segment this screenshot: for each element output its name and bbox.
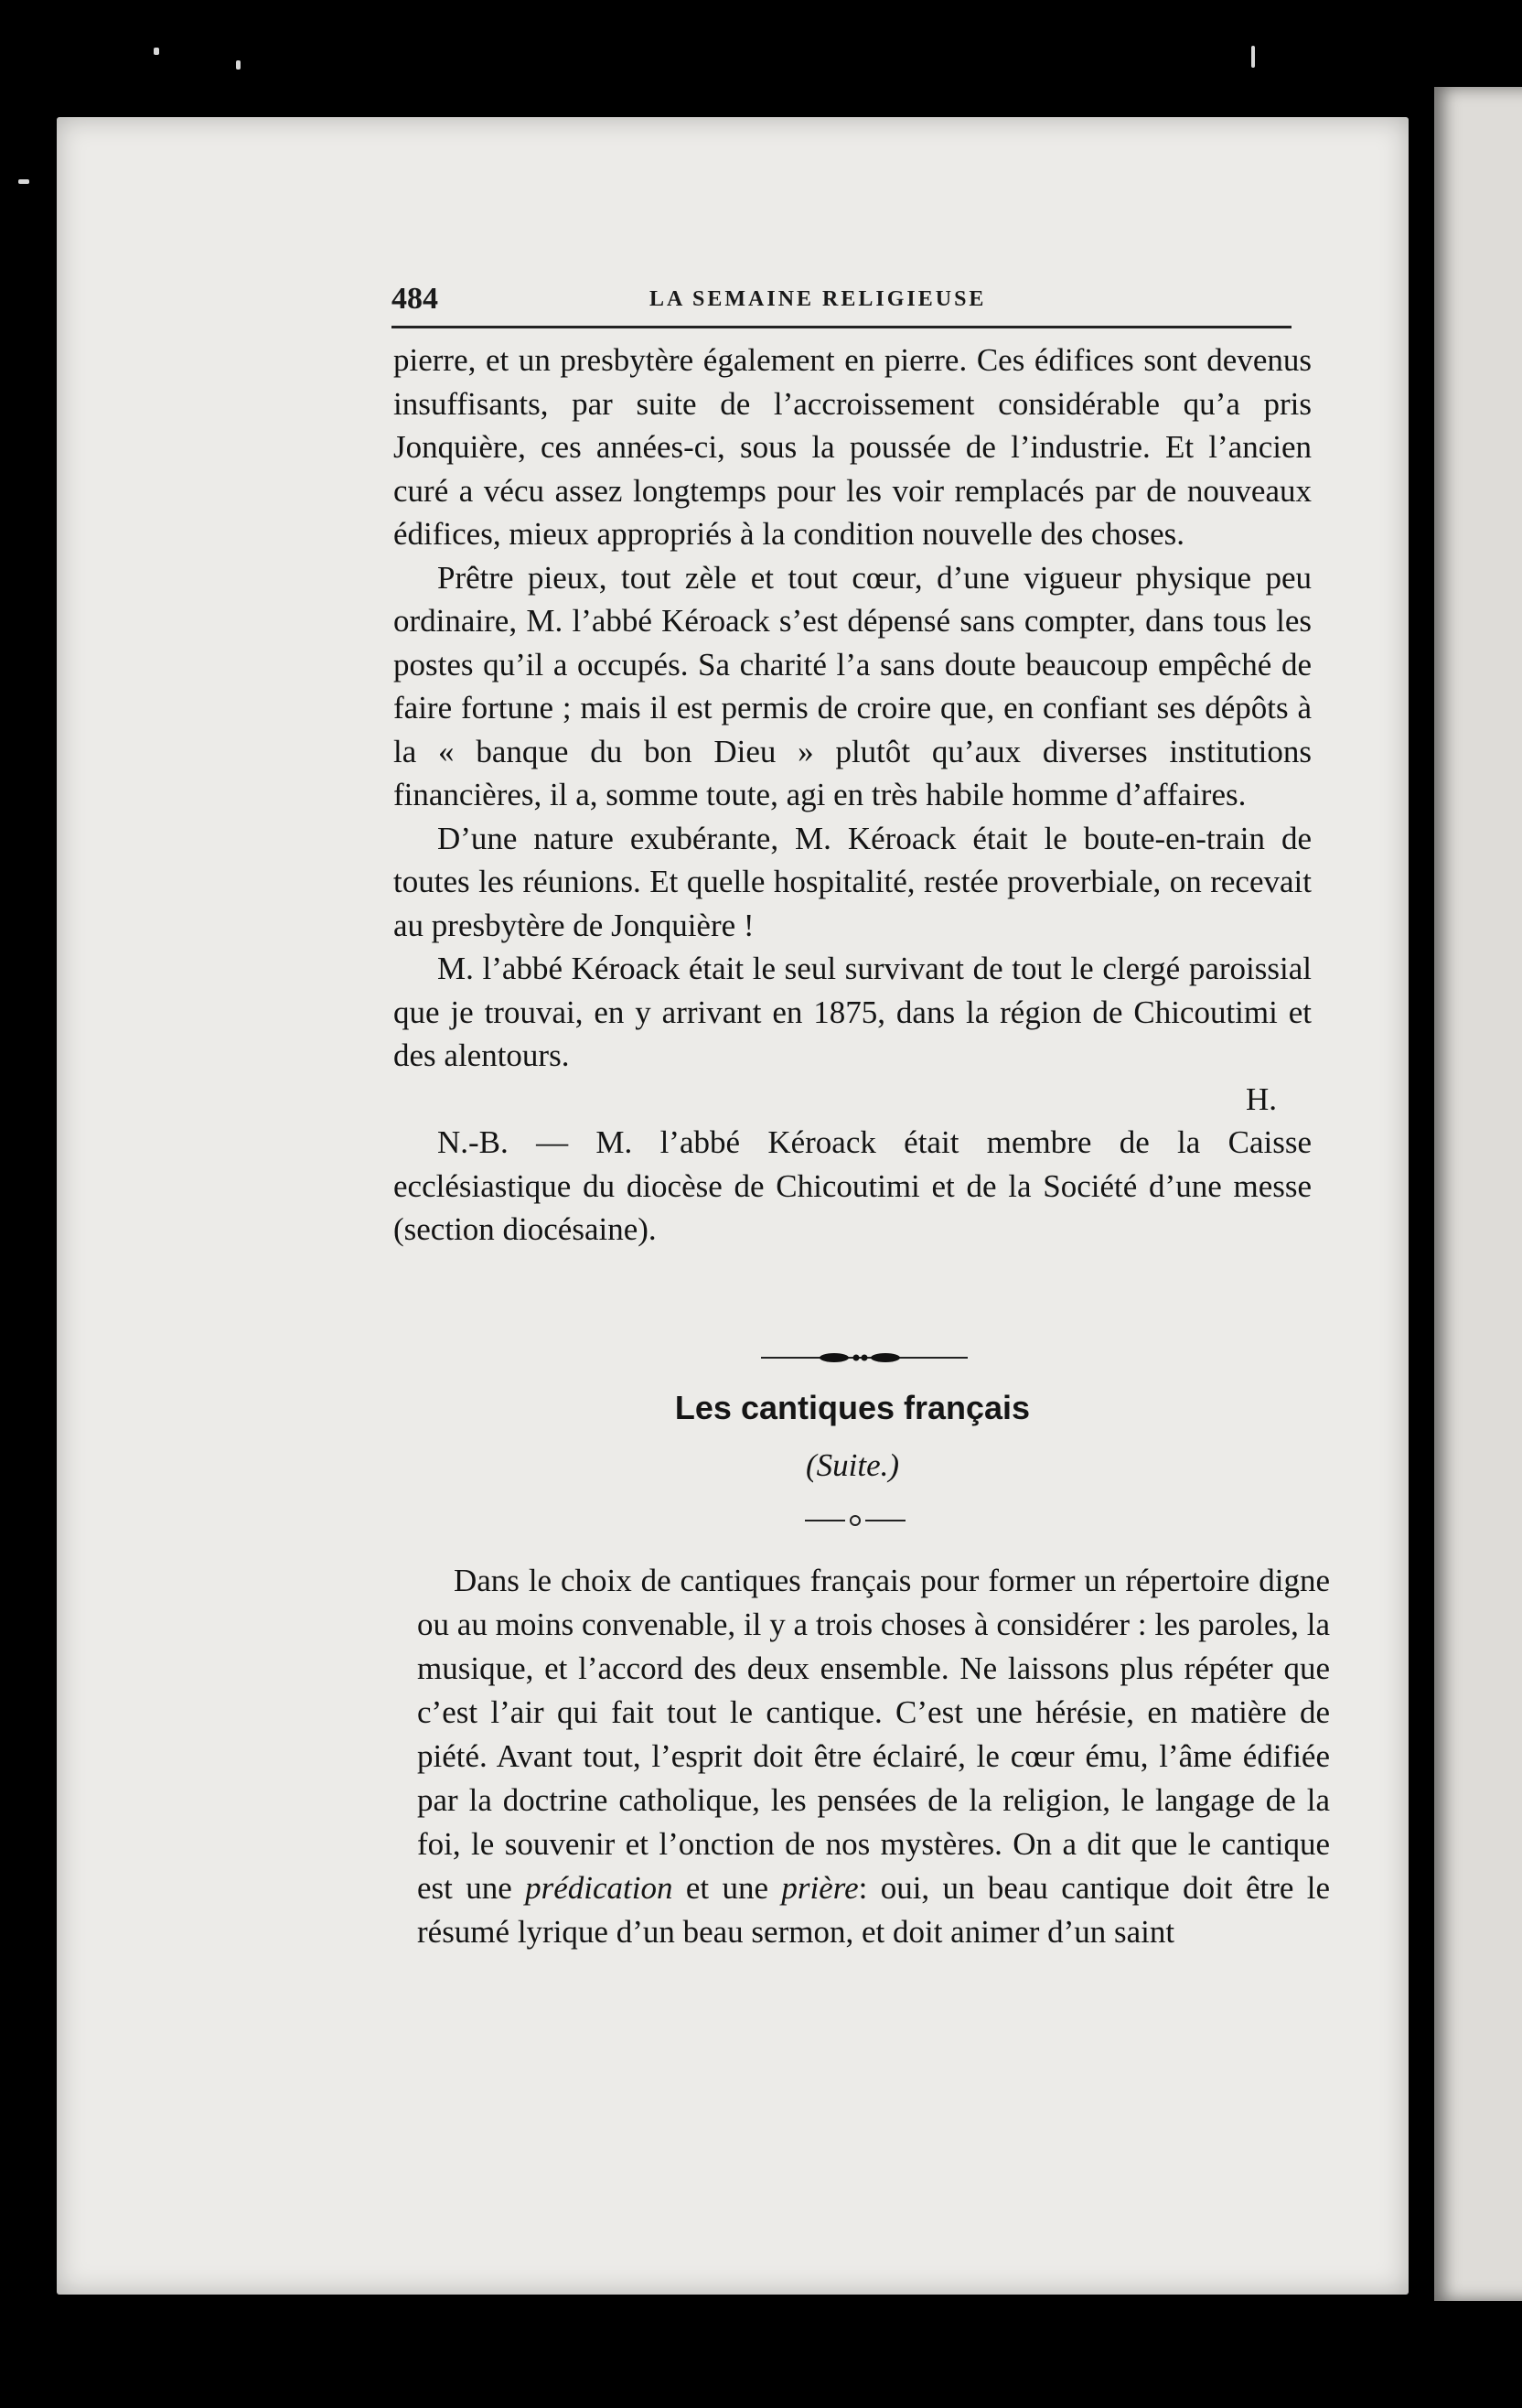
page-header — [391, 282, 1306, 328]
paragraph: pierre, et un presbytère également en pierre. Ces édifices sont devenus insuffisants, par suite de l’accroissement considérable qu’a pris Jonquière, ces années-ci, sous la poussée de l’industrie. Et l’ancien curé a vécu assez longtemps pour les voir remplacés par de nouveaux édifices, mieux appropriés à la condition nouvelle des choses. — [393, 342, 1312, 552]
paragraph-text: : oui, un beau cantique doit être le résumé lyrique d’un beau sermon, et doit animer d’un saint — [417, 1870, 1331, 1950]
paragraph — [417, 1559, 1330, 1954]
paragraph: M. l’abbé Kéroack était le seul survivant de tout le clergé paroissial que je trouvai, en y arrivant en 1875, dans la région de Chicoutimi et des alentours. — [393, 951, 1312, 1073]
paragraph-text: et une — [685, 1870, 769, 1906]
author-signature: H. — [1245, 1080, 1277, 1117]
article-body — [393, 339, 1312, 1252]
header-rule — [391, 326, 1292, 328]
scan-speck — [18, 179, 29, 184]
emphasis-priere: prière — [781, 1870, 859, 1906]
scan-speck — [1251, 46, 1255, 68]
section-subtitle: (Suite.) — [805, 1447, 900, 1483]
adjacent-page-edge — [1434, 87, 1522, 2301]
ornament-divider — [761, 1350, 968, 1365]
scan-speck — [154, 48, 159, 55]
paragraph: Prêtre pieux, tout zèle et tout cœur, d’une vigueur physique peu ordinaire, M. l’abbé Kéroack s’est dépensé sans compter, dans tous les postes qu’il a occupés. Sa charité l’a sans doute beaucoup empêché de faire fortune ; mais il est permis de croire que, en confiant ses dépôts à la « banque du bon Dieu » plutôt qu’aux diverses institutions financières, il a, somme toute, agi en très habile homme d’affaires. — [393, 559, 1312, 812]
paragraph: D’une nature exubérante, M. Kéroack était le boute-en-train de toutes les réunions. Et quelle hospitalité, restée proverbiale, on recevait au presbytère de Jonquière ! — [393, 820, 1312, 943]
scan-speck — [236, 60, 241, 70]
small-divider — [805, 1511, 906, 1530]
page-number: 484 — [391, 282, 438, 316]
note-paragraph: N.-B. — M. l’abbé Kéroack était membre de la Caisse ecclésiastique du diocèse de Chicoutimi et de la Société d’une messe (section diocésaine). — [393, 1124, 1312, 1247]
section-title: Les cantiques français — [674, 1389, 1031, 1426]
section-body — [417, 1559, 1330, 1954]
paragraph-text: Dans le choix de cantiques français pour former un répertoire digne ou au moins convenable, il y a trois choses à considérer : les paroles, la musique, et l’accord des deux ensemble. Ne laissons plus répéter que c’est l’air qui fait tout le cantique. C’est une hérésie, en matière de piété. Avant tout, l’esprit doit être éclairé, le cœur ému, l’âme édifiée par la doctrine catholique, les pensées de la religion, le langage de la foi, le souvenir et l’onction de nos mystères. On a dit que le cantique est une — [417, 1563, 1330, 1906]
running-head: LA SEMAINE RELIGIEUSE — [649, 287, 987, 311]
emphasis-predication: prédication — [525, 1870, 673, 1906]
